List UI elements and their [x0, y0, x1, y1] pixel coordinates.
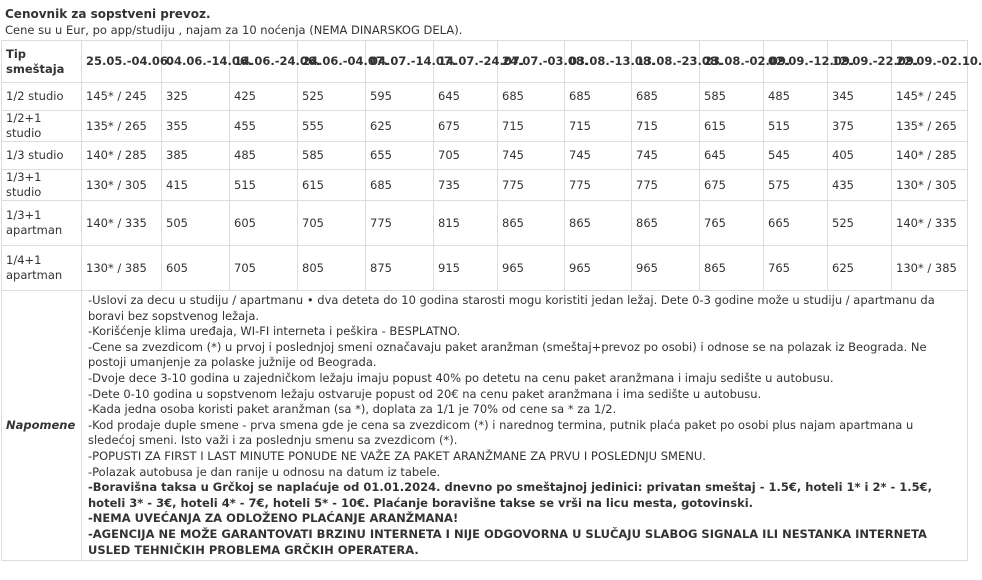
table-row [2, 142, 968, 170]
price-cell: 135* / 265 [82, 111, 162, 142]
price-cell: 715 [498, 111, 565, 142]
period-header: 25.05.-04.06. [82, 41, 162, 83]
price-list-title: Cenovnik za sopstveni prevoz. [5, 7, 211, 21]
price-cell: 665 [764, 201, 828, 246]
note-line: -Kada jedna osoba koristi paket aranžman (sa *), doplata za 1/1 je 70% od cene sa * za 1/2. [88, 402, 617, 417]
price-cell: 135* / 265 [892, 111, 968, 142]
period-header: 04.07.-14.07. [366, 41, 434, 83]
price-cell: 815 [434, 201, 498, 246]
price-cell: 685 [366, 170, 434, 201]
price-cell: 140* / 285 [892, 142, 968, 170]
table-row [2, 201, 968, 246]
price-cell: 130* / 385 [82, 246, 162, 291]
price-cell: 140* / 335 [892, 201, 968, 246]
price-cell: 585 [700, 83, 764, 111]
price-cell: 415 [162, 170, 230, 201]
price-cell: 615 [298, 170, 366, 201]
note-line: -Kod prodaje duple smene - prva smena gde je cena sa zvezdicom (*) i narednog termina, putnik plaća paket po osobi plus najam apartmana u sledećoj smeni. Isto važi i za poslednju smenu sa zvezdicom (*). [88, 417, 914, 448]
price-cell: 140* / 335 [82, 201, 162, 246]
price-cell: 615 [700, 111, 764, 142]
price-cell: 705 [298, 201, 366, 246]
price-cell: 655 [366, 142, 434, 170]
period-header: 22.09.-02.10. [892, 41, 968, 83]
price-cell: 965 [632, 246, 700, 291]
price-cell: 555 [298, 111, 366, 142]
price-cell: 375 [828, 111, 892, 142]
note-line: -Boravišna taksa u Grčkoj se naplaćuje od 01.01.2024. dnevno po smeštajnoj jedinici: privatan smeštaj - 1.5€, hoteli 1* i 2* - 1.5€, hoteli 3* - 3€, hoteli 4* - 7€, hoteli 5* - 10€. Plaćanje boravišne takse se vrši na licu mesta, gotovinski. [88, 480, 933, 510]
period-header: 24.06.-04.07. [298, 41, 366, 83]
price-cell: 145* / 245 [892, 83, 968, 111]
price-cell: 765 [700, 201, 764, 246]
price-cell: 965 [565, 246, 632, 291]
price-cell: 605 [230, 201, 298, 246]
price-cell: 130* / 385 [892, 246, 968, 291]
price-cell: 645 [700, 142, 764, 170]
table-row [2, 111, 968, 142]
period-header: 04.06.-14.06. [162, 41, 230, 83]
notes-row [2, 291, 968, 561]
price-cell: 735 [434, 170, 498, 201]
price-cell: 525 [298, 83, 366, 111]
price-cell: 485 [764, 83, 828, 111]
price-cell: 130* / 305 [892, 170, 968, 201]
note-line: -Korišćenje klima uređaja, WI-FI interneta i peškira - BESPLATNO. [88, 324, 461, 339]
price-cell: 515 [230, 170, 298, 201]
price-cell: 705 [434, 142, 498, 170]
price-cell: 355 [162, 111, 230, 142]
price-cell: 865 [632, 201, 700, 246]
price-cell: 385 [162, 142, 230, 170]
price-cell: 675 [700, 170, 764, 201]
price-cell: 515 [764, 111, 828, 142]
price-cell: 435 [828, 170, 892, 201]
price-cell: 865 [700, 246, 764, 291]
notes-label: Napomene [2, 291, 82, 561]
price-cell: 775 [565, 170, 632, 201]
price-cell: 765 [764, 246, 828, 291]
period-header: 02.09.-12.09. [764, 41, 828, 83]
price-cell: 605 [162, 246, 230, 291]
price-cell: 805 [298, 246, 366, 291]
accommodation-type: 1/3+1 studio [2, 170, 82, 201]
accommodation-type: 1/2+1 studio [2, 111, 82, 142]
period-header: 13.08.-23.08. [632, 41, 700, 83]
price-cell: 715 [632, 111, 700, 142]
note-line: -Dete 0-10 godina u sopstvenom ležaju ostvaruje popust od 20€ na cenu paket aranžmana i ima sedište u autobusu. [88, 386, 762, 401]
price-cell: 745 [632, 142, 700, 170]
price-cell: 585 [298, 142, 366, 170]
price-cell: 545 [764, 142, 828, 170]
price-cell: 575 [764, 170, 828, 201]
price-cell: 705 [230, 246, 298, 291]
notes-content [82, 291, 968, 561]
period-header: 12.09.-22.09. [828, 41, 892, 83]
price-cell: 405 [828, 142, 892, 170]
price-cell: 455 [230, 111, 298, 142]
price-cell: 345 [828, 83, 892, 111]
period-header: 23.08.-02.09. [700, 41, 764, 83]
price-list-heading [1, 0, 967, 40]
note-line: -NEMA UVEĆANJA ZA ODLOŽENO PLAĆANJE ARANŽMANA! [88, 511, 459, 526]
price-cell: 775 [632, 170, 700, 201]
price-cell: 865 [498, 201, 565, 246]
price-cell: 715 [565, 111, 632, 142]
price-cell: 645 [434, 83, 498, 111]
price-cell: 525 [828, 201, 892, 246]
price-cell: 145* / 245 [82, 83, 162, 111]
price-cell: 625 [828, 246, 892, 291]
note-line: -Uslovi za decu u studiju / apartmanu • dva deteta do 10 godina starosti mogu koristiti jedan ležaj. Dete 0-3 godine može u studiju / apartmanu da boravi bez sopstvenog ležaja. [88, 293, 935, 323]
price-cell: 745 [565, 142, 632, 170]
price-cell: 485 [230, 142, 298, 170]
corner-header: Tip smeštaja [2, 41, 82, 83]
table-row [2, 246, 968, 291]
accommodation-type: 1/3 studio [2, 142, 82, 170]
note-line: -Polazak autobusa je dan ranije u odnosu na datum iz tabele. [88, 464, 441, 479]
price-cell: 685 [565, 83, 632, 111]
accommodation-type: 1/3+1 apartman [2, 201, 82, 246]
price-cell: 505 [162, 201, 230, 246]
table-header-row [2, 41, 968, 83]
price-cell: 685 [498, 83, 565, 111]
note-line: -POPUSTI ZA FIRST I LAST MINUTE PONUDE NE VAŽE ZA PAKET ARANŽMANE ZA PRVU I POSLEDNJU SMENU. [88, 448, 706, 463]
note-line: -Dvoje dece 3-10 godina u zajedničkom ležaju imaju popust 40% po detetu na cenu paket aranžmana i imaju sedište u autobusu. [88, 370, 834, 385]
price-cell: 875 [366, 246, 434, 291]
accommodation-type: 1/4+1 apartman [2, 246, 82, 291]
period-header: 14.07.-24.07. [434, 41, 498, 83]
price-cell: 775 [366, 201, 434, 246]
price-cell: 775 [498, 170, 565, 201]
price-cell: 595 [366, 83, 434, 111]
price-cell: 130* / 305 [82, 170, 162, 201]
note-line: -AGENCIJA NE MOŽE GARANTOVATI BRZINU INTERNETA I NIJE ODGOVORNA U SLUČAJU SLABOG SIGNALA ILI NESTANKA INTERNETA USLED TEHNIČKIH PROBLEMA GRČKIH OPERATERA. [88, 526, 927, 557]
price-list-subtitle: Cene su u Eur, po app/studiju , najam za 10 noćenja (NEMA DINARSKOG DELA). [5, 23, 463, 37]
price-cell: 675 [434, 111, 498, 142]
price-cell: 625 [366, 111, 434, 142]
price-cell: 745 [498, 142, 565, 170]
table-row [2, 170, 968, 201]
period-header: 14.06.-24.06. [230, 41, 298, 83]
table-row [2, 83, 968, 111]
period-header: 24.07.-03.08. [498, 41, 565, 83]
accommodation-type: 1/2 studio [2, 83, 82, 111]
period-header: 03.08.-13.08. [565, 41, 632, 83]
price-table [1, 40, 982, 561]
price-cell: 915 [434, 246, 498, 291]
price-cell: 325 [162, 83, 230, 111]
note-line: -Cene sa zvezdicom (*) u prvoj i poslednjoj smeni označavaju paket aranžman (smeštaj+prevoz po osobi) i odnose se na polazak iz Beograda. Ne postoji umanjenje za polaske južnije od Beograda. [88, 339, 927, 370]
price-cell: 965 [498, 246, 565, 291]
price-cell: 865 [565, 201, 632, 246]
price-cell: 140* / 285 [82, 142, 162, 170]
price-cell: 685 [632, 83, 700, 111]
price-cell: 425 [230, 83, 298, 111]
